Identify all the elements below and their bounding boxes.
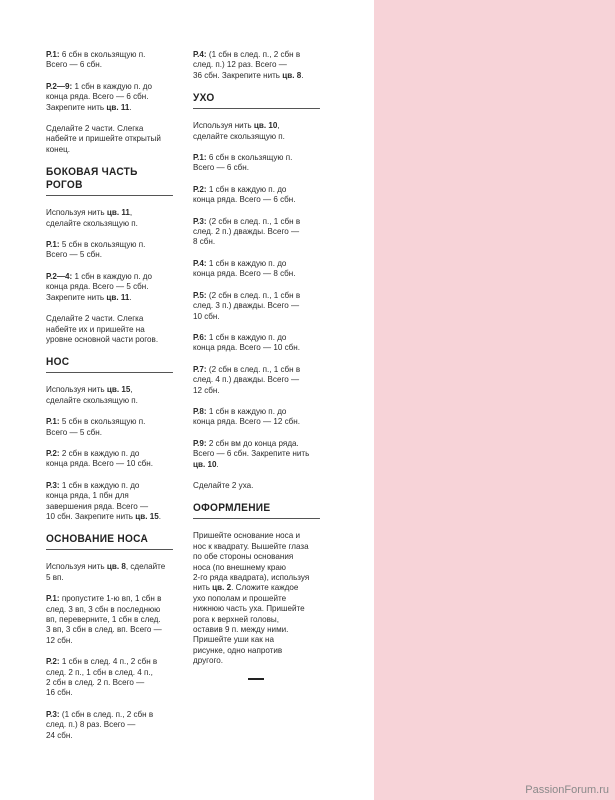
instruction-paragraph	[46, 449, 184, 470]
instruction-text: 1 сбн в каждую п. до конца ряда. Всего — 6 сбн.	[193, 184, 296, 205]
instruction-paragraph	[46, 272, 184, 303]
instruction-text: Используя нить	[46, 562, 107, 572]
yarn-color: цв. 11	[106, 208, 130, 218]
yarn-color: цв. 15	[135, 511, 159, 521]
instruction-tail: , сделайте скользящую п.	[46, 385, 138, 405]
yarn-color: цв. 11	[106, 102, 130, 112]
row-label: Р.3:	[193, 216, 207, 226]
instruction-paragraph	[46, 562, 184, 583]
yarn-color: цв. 11	[106, 292, 130, 302]
instruction-paragraph	[46, 208, 184, 229]
instruction-text: Пришейте основание носа и нос к квадрату. Вышейте глаза по обе стороны основания носа (по внешнему краю 2-го ряда квадрата), используя нить	[193, 531, 310, 593]
left-column	[46, 50, 184, 752]
instruction-text: Используя нить	[46, 385, 107, 395]
instruction-paragraph	[193, 439, 331, 470]
instruction-text: Сделайте 2 уха.	[193, 480, 254, 490]
instruction-paragraph	[46, 710, 184, 741]
instruction-paragraph	[193, 121, 331, 142]
instruction-text: 5 сбн в скользящую п. Всего — 5 сбн.	[46, 417, 146, 437]
end-mark	[248, 678, 264, 680]
instruction-text: (2 сбн в след. п., 1 сбн в след. 3 п.) дважды. Всего — 10 сбн.	[193, 290, 301, 321]
row-label: Р.1:	[46, 594, 60, 604]
yarn-color: цв. 15	[106, 385, 131, 395]
instruction-paragraph	[193, 185, 331, 206]
instruction-paragraph	[46, 82, 184, 113]
instruction-tail: . Сложите каждое ухо пополам и прошейте нижнюю часть уха. Пришейте рога к верхней головы, оставив 9 п. между ними. Пришейте уши как на рисунке, одно напротив другого.	[193, 583, 305, 666]
instruction-paragraph	[46, 385, 184, 406]
instruction-paragraph	[46, 50, 184, 71]
instruction-text: 1 сбн в каждую п. до конца ряда. Всего — 6 сбн. Закрепите нить	[46, 81, 153, 112]
instruction-paragraph	[193, 531, 331, 666]
instruction-paragraph	[193, 291, 331, 322]
row-label: Р.1:	[46, 417, 60, 427]
instruction-text: 2 сбн в каждую п. до конца ряда. Всего — 10 сбн.	[46, 448, 153, 469]
section-heading: ОФОРМЛЕНИЕ	[193, 502, 320, 519]
yarn-color: цв. 10	[193, 459, 217, 469]
row-label: Р.2:	[193, 184, 207, 194]
row-label: Р.4:	[193, 50, 207, 59]
instruction-text: (2 сбн в след. п., 1 сбн в след. 4 п.) дважды. Всего — 12 сбн.	[193, 364, 301, 395]
instruction-paragraph	[193, 153, 331, 174]
section-heading: ОСНОВАНИЕ НОСА	[46, 533, 173, 550]
instruction-text: 1 сбн в каждую п. до конца ряда. Всего — 12 сбн.	[193, 406, 300, 427]
row-label: Р.6:	[193, 332, 207, 342]
yarn-color: цв. 2	[212, 583, 232, 593]
row-label: Р.8:	[193, 406, 207, 416]
row-label: Р.5:	[193, 290, 207, 300]
section-heading: БОКОВАЯ ЧАСТЬ РОГОВ	[46, 166, 173, 196]
instruction-text: 1 сбн в каждую п. до конца ряда. Всего — 10 сбн.	[193, 332, 300, 353]
instruction-text: (2 сбн в след. п., 1 сбн в след. 2 п.) дважды. Всего — 8 сбн.	[193, 216, 301, 247]
instruction-paragraph	[46, 657, 184, 699]
instruction-text: пропустите 1-ю вп, 1 сбн в след. 3 вп, 3 сбн в последнюю вп, переверните, 1 сбн в след. 3 вп, 3 сбн в след. вп. Всего — 12 сбн.	[46, 594, 162, 645]
instruction-tail: , сделайте 5 вп.	[46, 562, 166, 582]
yarn-color: цв. 8	[106, 562, 126, 572]
row-label: Р.7:	[193, 364, 207, 374]
row-label: Р.2—4:	[46, 271, 73, 281]
right-column	[193, 50, 331, 680]
instruction-tail: .	[158, 511, 161, 521]
instruction-paragraph	[46, 124, 184, 155]
instruction-paragraph	[193, 217, 331, 248]
instruction-text: (1 сбн в след. п., 2 сбн в след. п.) 8 раз. Всего — 24 сбн.	[46, 709, 154, 740]
instruction-text: 5 сбн в скользящую п. Всего — 5 сбн.	[46, 240, 146, 260]
instruction-text: 1 сбн в каждую п. до конца ряда, 1 пбн для завершения ряда. Всего — 10 сбн. Закрепите нить	[46, 480, 149, 521]
row-label: Р.3:	[46, 480, 60, 490]
instruction-paragraph	[193, 333, 331, 354]
instruction-paragraph	[193, 365, 331, 396]
instruction-paragraph	[46, 314, 184, 345]
instruction-paragraph	[46, 240, 184, 261]
instruction-text: 1 сбн в каждую п. до конца ряда. Всего — 8 сбн.	[193, 258, 296, 279]
instruction-paragraph	[193, 259, 331, 280]
row-label: Р.1:	[46, 240, 60, 250]
row-label: Р.3:	[46, 709, 60, 719]
row-label: Р.2—9:	[46, 81, 73, 91]
section-heading: НОС	[46, 356, 173, 373]
section-heading: УХО	[193, 92, 320, 109]
instruction-tail: .	[216, 459, 219, 469]
instruction-text: Используя нить	[193, 121, 254, 131]
pink-side-band	[374, 0, 615, 800]
row-label: Р.1:	[46, 50, 60, 59]
watermark: PassionForum.ru	[525, 784, 609, 796]
instruction-text: (1 сбн в след. п., 2 сбн в след. п.) 12 раз. Всего — 36 сбн. Закрепите нить	[193, 50, 301, 80]
instruction-tail: .	[129, 102, 132, 112]
instruction-tail: , сделайте скользящую п.	[46, 208, 138, 228]
instruction-paragraph	[193, 50, 331, 81]
row-label: Р.2:	[46, 448, 60, 458]
instruction-text: 6 сбн в скользящую п. Всего — 6 сбн.	[46, 50, 146, 70]
instruction-text: 1 сбн в след. 4 п., 2 сбн в след. 2 п., 1 сбн в след. 4 п., 2 сбн в след. 2 п. Всего — 16 сбн.	[46, 657, 158, 698]
instruction-paragraph	[193, 481, 331, 491]
instruction-tail: , сделайте скользящую п.	[193, 121, 285, 141]
instruction-tail: .	[129, 292, 132, 302]
yarn-color: цв. 10	[253, 121, 278, 131]
instruction-paragraph	[46, 481, 184, 523]
instruction-text: Сделайте 2 части. Слегка набейте их и пришейте на уровне основной части рогов.	[46, 314, 159, 344]
row-label: Р.2:	[46, 657, 60, 667]
row-label: Р.4:	[193, 258, 207, 268]
instruction-paragraph	[46, 594, 184, 646]
instruction-text: 1 сбн в каждую п. до конца ряда. Всего — 5 сбн. Закрепите нить	[46, 271, 153, 302]
instruction-text: Сделайте 2 части. Слегка набейте и пришейте открытый конец.	[46, 124, 161, 154]
instruction-text: 6 сбн в скользящую п. Всего — 6 сбн.	[193, 153, 293, 173]
instruction-tail: .	[301, 70, 304, 80]
instruction-text: 2 сбн вм до конца ряда. Всего — 6 сбн. Закрепите нить	[193, 438, 310, 459]
row-label: Р.1:	[193, 153, 207, 163]
instruction-paragraph	[193, 407, 331, 428]
instruction-paragraph	[46, 417, 184, 438]
instruction-text: Используя нить	[46, 208, 107, 218]
yarn-color: цв. 8	[282, 70, 302, 80]
row-label: Р.9:	[193, 438, 207, 448]
